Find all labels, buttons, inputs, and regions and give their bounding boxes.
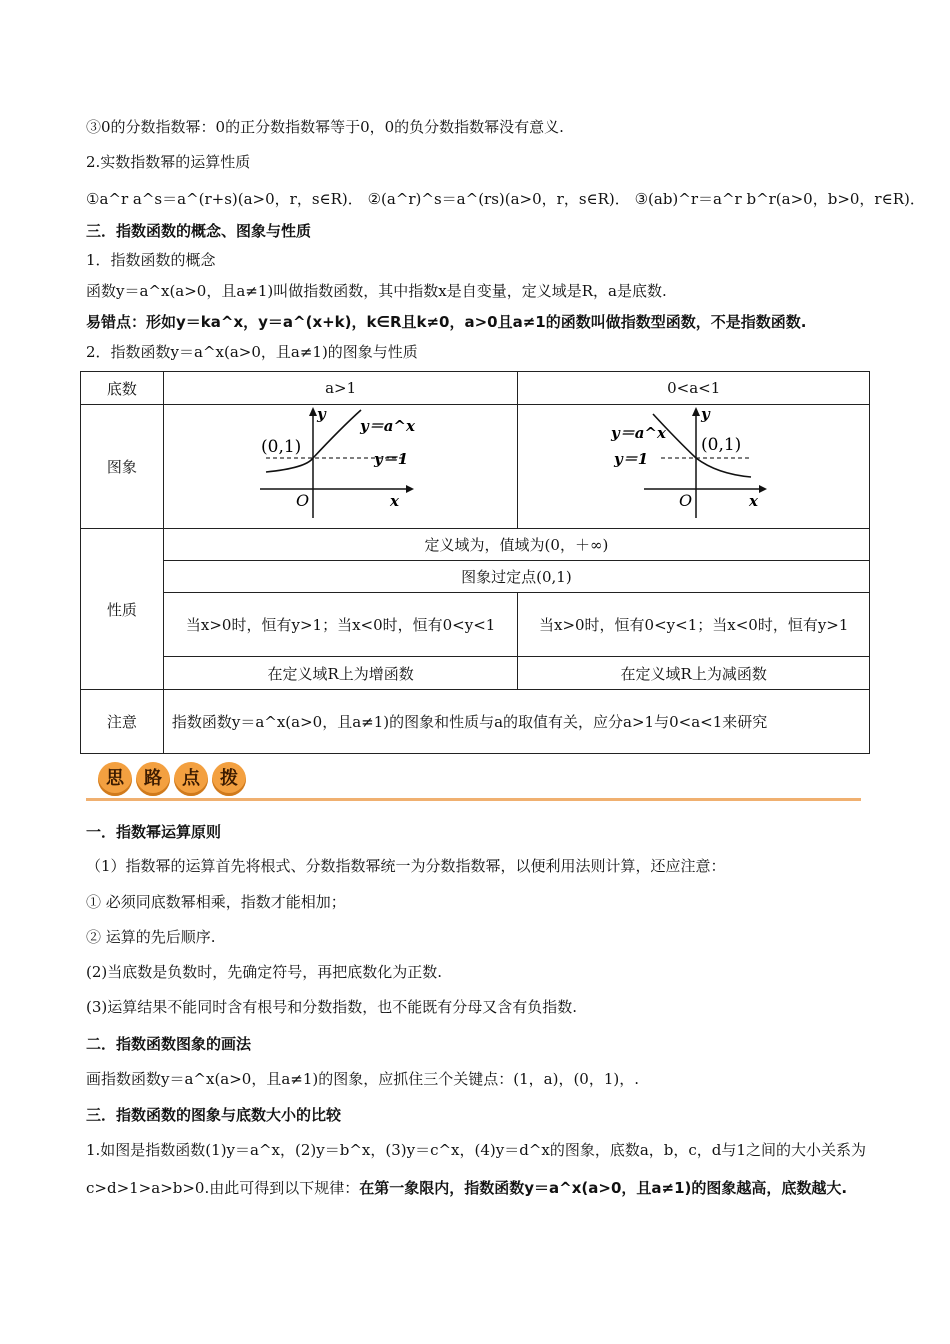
intro-line-2: 2.实数指数幂的运算性质 bbox=[86, 153, 251, 171]
curve-label: y＝a^x bbox=[359, 416, 415, 435]
origin-label: O bbox=[678, 490, 692, 510]
y-axis-label: y bbox=[700, 405, 710, 423]
tips-text-8b: 在第一象限内，指数函数y＝a^x(a>0，且a≠1)的图象越高，底数越大. bbox=[359, 1179, 848, 1197]
banner-char-4: 拨 bbox=[212, 762, 246, 796]
header-base: 底数 bbox=[81, 372, 164, 405]
banner-char-2: 路 bbox=[136, 762, 170, 796]
tips-text-2: ① 必须同底数幂相乘，指数才能相加； bbox=[86, 893, 346, 911]
tips-text-7: 1.如图是指数函数(1)y＝a^x，(2)y＝b^x，(3)y＝c^x，(4)y＝d^x的图象，底数a，b，c，d与1之间的大小关系为 bbox=[86, 1141, 866, 1159]
curve-label: y＝a^x bbox=[610, 423, 666, 442]
property-1: ①a^r a^s＝a^(r+s)(a>0，r，s∈R) bbox=[86, 190, 348, 208]
tips-banner bbox=[98, 762, 250, 796]
monotonic-a-gt-1: 在定义域R上为增函数 bbox=[163, 657, 518, 690]
row-label-graph: 图象 bbox=[81, 405, 164, 529]
exponential-properties-table bbox=[80, 371, 870, 754]
tips-heading-1: 一．指数幂运算原则 bbox=[86, 823, 222, 841]
x-axis-label: x bbox=[389, 491, 399, 510]
fixed-point-label: (0,1) bbox=[260, 436, 301, 457]
intro-line-1: ③0的分数指数幂：0的正分数指数幂等于0，0的负分数指数幂没有意义. bbox=[86, 118, 564, 136]
tips-text-8 bbox=[86, 1178, 847, 1198]
tips-text-3: ② 运算的先后顺序. bbox=[86, 928, 216, 946]
section3-warning: 易错点：形如y＝ka^x，y＝a^(x+k)，k∈R且k≠0，a>0且a≠1的函数叫做指数型函数，不是指数函数. bbox=[86, 313, 807, 331]
graph-decreasing bbox=[518, 405, 870, 529]
header-a-lt-1: 0<a<1 bbox=[518, 372, 870, 405]
tips-text-1: （1）指数幂的运算首先将根式、分数指数幂统一为分数指数幂，以便利用法则计算，还应注意： bbox=[86, 857, 726, 875]
values-a-lt-1: 当x>0时，恒有0<y<1；当x<0时，恒有y>1 bbox=[518, 593, 870, 657]
values-a-gt-1: 当x>0时，恒有y>1；当x<0时，恒有0<y<1 bbox=[163, 593, 518, 657]
tips-heading-2: 二．指数函数图象的画法 bbox=[86, 1035, 252, 1053]
tips-heading-3: 三．指数函数的图象与底数大小的比较 bbox=[86, 1106, 342, 1124]
fixed-point-label: (0,1) bbox=[700, 434, 742, 455]
tips-text-8a: c>d>1>a>b>0.由此可得到以下规律： bbox=[86, 1179, 360, 1197]
monotonic-a-lt-1: 在定义域R上为减函数 bbox=[518, 657, 870, 690]
section3-definition: 函数y＝a^x(a>0，且a≠1)叫做指数函数，其中指数x是自变量，定义域是R，a是底数. bbox=[86, 282, 667, 300]
tips-text-4: (2)当底数是负数时，先确定符号，再把底数化为正数. bbox=[86, 963, 443, 981]
banner-char-1: 思 bbox=[98, 762, 132, 796]
section3-sub2: 2．指数函数y＝a^x(a>0，且a≠1)的图象与性质 bbox=[86, 343, 418, 361]
section3-title: 三．指数函数的概念、图象与性质 bbox=[86, 222, 312, 240]
banner-char-3: 点 bbox=[174, 762, 208, 796]
tips-text-6: 画指数函数y＝a^x(a>0，且a≠1)的图象，应抓住三个关键点：(1，a)，(0，1)，. bbox=[86, 1070, 640, 1088]
origin-label: O bbox=[295, 490, 309, 510]
y-axis-label: y bbox=[316, 405, 326, 423]
tips-text-5: (3)运算结果不能同时含有根号和分数指数，也不能既有分母又含有负指数. bbox=[86, 998, 578, 1016]
line-label: y＝1 bbox=[613, 449, 648, 468]
section3-sub1: 1．指数函数的概念 bbox=[86, 251, 216, 269]
header-a-gt-1: a>1 bbox=[163, 372, 518, 405]
property-3: ③(ab)^r＝a^r b^r(a>0，b>0，r∈R) bbox=[634, 190, 910, 208]
decreasing-curve-graph bbox=[609, 406, 779, 524]
x-axis-label: x bbox=[748, 491, 758, 510]
property-2: ②(a^r)^s＝a^(rs)(a>0，r，s∈R) bbox=[367, 190, 615, 208]
fixed-point: 图象过定点(0,1) bbox=[163, 561, 869, 593]
row-label-note: 注意 bbox=[81, 690, 164, 754]
row-label-properties: 性质 bbox=[81, 529, 164, 690]
note-text: 指数函数y＝a^x(a>0，且a≠1)的图象和性质与a的取值有关，应分a>1与0<a<1来研究 bbox=[163, 690, 869, 754]
graph-increasing bbox=[163, 405, 518, 529]
exponent-properties: ①a^r a^s＝a^(r+s)(a>0，r，s∈R)． ②(a^r)^s＝a^(rs)(a>0，r，s∈R)． ③(ab)^r＝a^r b^r(a>0，b>0，r∈R)． bbox=[86, 190, 925, 208]
increasing-curve-graph bbox=[256, 406, 426, 524]
domain-range: 定义域为，值域为(0，＋∞) bbox=[163, 529, 869, 561]
banner-divider bbox=[86, 798, 861, 801]
line-label: y＝1 bbox=[373, 449, 408, 468]
